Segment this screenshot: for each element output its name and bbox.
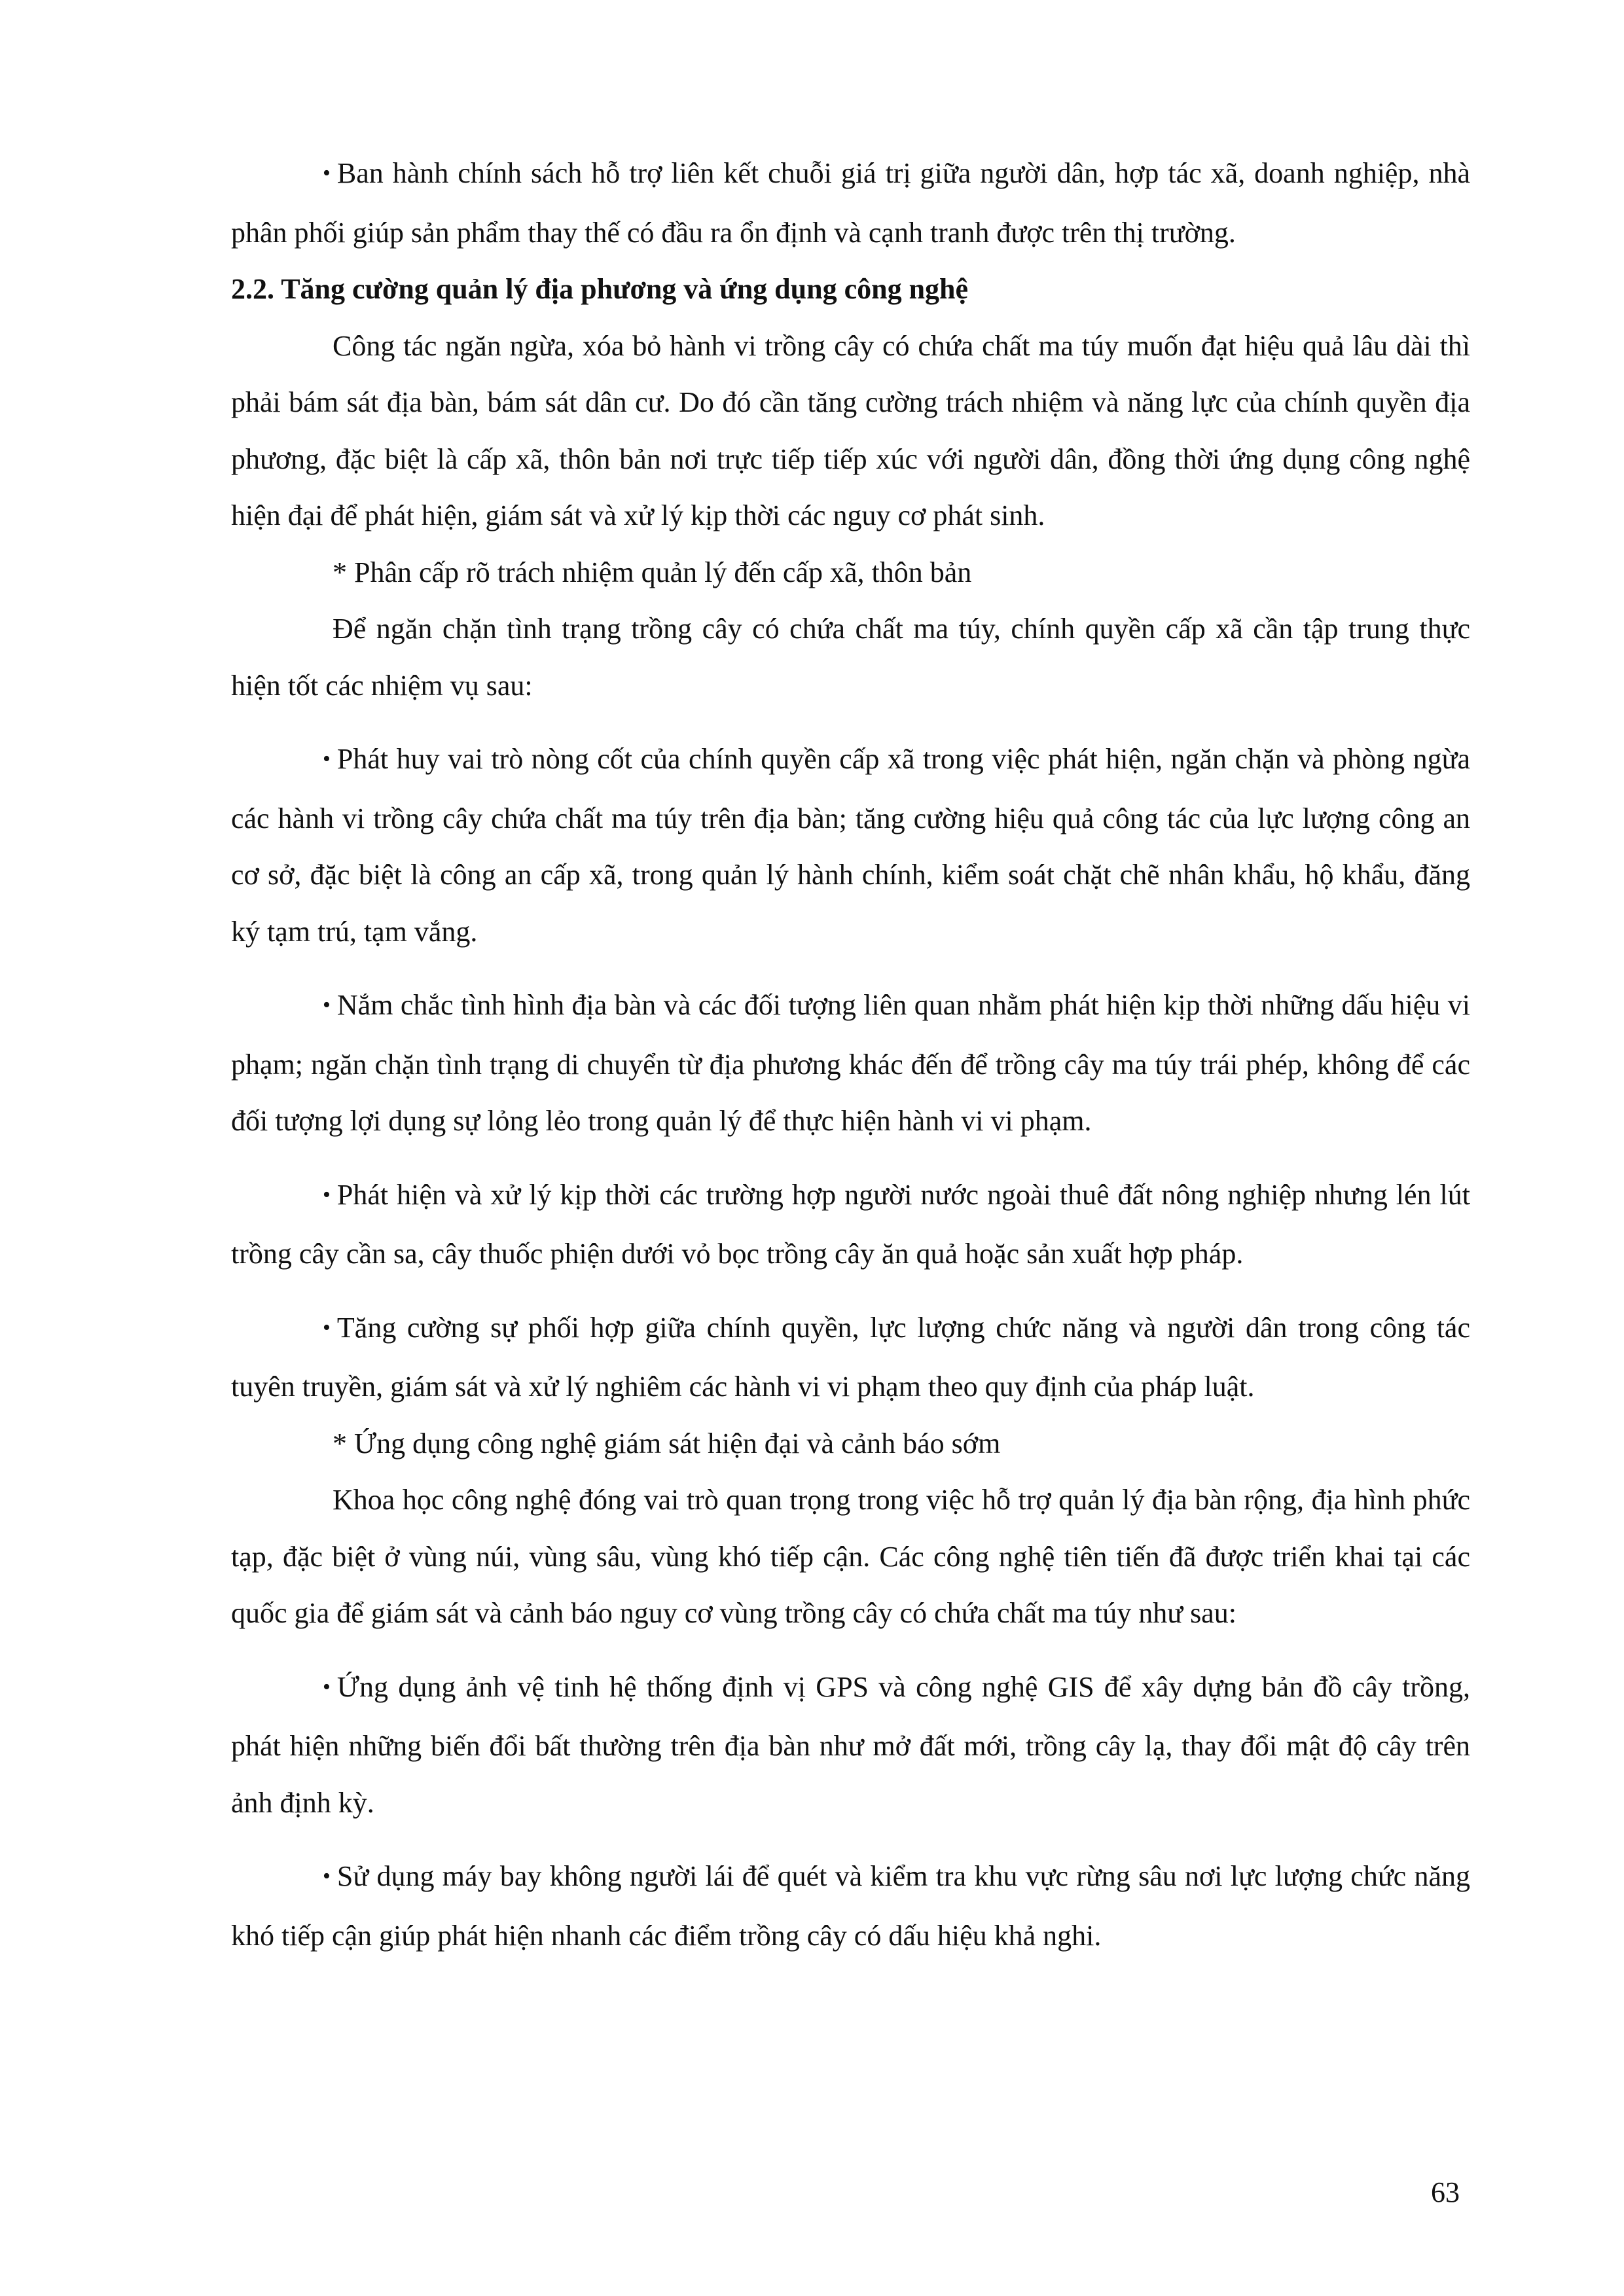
bullet-icon: • <box>323 747 331 771</box>
bullet-paragraph-local-situation <box>231 977 1470 1150</box>
bullet-paragraph-satellite-gis <box>231 1659 1470 1832</box>
subheading-technology: * Ứng dụng công nghệ giám sát hiện đại và cảnh báo sớm <box>333 1427 1001 1460</box>
body-paragraph-technology: Khoa học công nghệ đóng vai trò quan trọng trong việc hỗ trợ quản lý địa bàn rộng, địa hình phức tạp, đặc biệt ở vùng núi, vùng sâu, vùng khó tiếp cận. Các công nghệ tiên tiến đã được triển khai tại các quốc gia để giám sát và cảnh báo nguy cơ vùng trồng cây có chứa chất ma túy như sau: <box>231 1484 1470 1629</box>
body-paragraph-commune-tasks: Để ngăn chặn tình trạng trồng cây có chứa chất ma túy, chính quyền cấp xã cần tập trung thực hiện tốt các nhiệm vụ sau: <box>231 613 1470 702</box>
bullet-icon: • <box>323 1182 331 1207</box>
bullet-text: Sử dụng máy bay không người lái để quét và kiểm tra khu vực rừng sâu nơi lực lượng chức năng khó tiếp cận giúp phát hiện nhanh các điểm trồng cây có dấu hiệu khả nghi. <box>231 1860 1470 1952</box>
bullet-paragraph-commune-role <box>231 731 1470 960</box>
bullet-text: Tăng cường sự phối hợp giữa chính quyền, lực lượng chức năng và người dân trong công tác tuyên truyền, giám sát và xử lý nghiêm các hành vi vi phạm theo quy định của pháp luật. <box>231 1311 1470 1403</box>
section-heading: 2.2. Tăng cường quản lý địa phương và ứng dụng công nghệ <box>231 273 969 305</box>
bullet-icon: • <box>323 161 331 185</box>
bullet-icon: • <box>323 1674 331 1699</box>
body-paragraph-intro: Công tác ngăn ngừa, xóa bỏ hành vi trồng cây có chứa chất ma túy muốn đạt hiệu quả lâu dài thì phải bám sát địa bàn, bám sát dân cư. Do đó cần tăng cường trách nhiệm và năng lực của chính quyền địa phương, đặc biệt là cấp xã, thôn bản nơi trực tiếp tiếp xúc với người dân, đồng thời ứng dụng công nghệ hiện đại để phát hiện, giám sát và xử lý kịp thời các nguy cơ phát sinh. <box>231 329 1470 531</box>
bullet-text: Phát hiện và xử lý kịp thời các trường hợp người nước ngoài thuê đất nông nghiệp nhưng lén lút trồng cây cần sa, cây thuốc phiện dưới vỏ bọc trồng cây ăn quả hoặc sản xuất hợp pháp. <box>231 1178 1470 1270</box>
bullet-icon: • <box>323 993 331 1017</box>
bullet-text: Ứng dụng ảnh vệ tinh hệ thống định vị GPS và công nghệ GIS để xây dựng bản đồ cây trồng, phát hiện những biến đổi bất thường trên địa bàn như mở đất mới, trồng cây lạ, thay đổi mật độ cây trên ảnh định kỳ. <box>231 1670 1470 1819</box>
page-number: 63 <box>1431 2176 1460 2208</box>
bullet-paragraph-coordination <box>231 1300 1470 1416</box>
bullet-text: Nắm chắc tình hình địa bàn và các đối tượng liên quan nhằm phát hiện kịp thời những dấu hiệu vi phạm; ngăn chặn tình trạng di chuyển từ địa phương khác đến để trồng cây ma túy trái phép, không để các đối tượng lợi dụng sự lỏng lẻo trong quản lý để thực hiện hành vi vi phạm. <box>231 989 1470 1137</box>
bullet-paragraph-foreign-land <box>231 1167 1470 1283</box>
bullet-icon: • <box>323 1315 331 1340</box>
bullet-paragraph-value-chain <box>231 145 1470 261</box>
bullet-text: Ban hành chính sách hỗ trợ liên kết chuỗi giá trị giữa người dân, hợp tác xã, doanh nghiệp, nhà phân phối giúp sản phẩm thay thế có đầu ra ổn định và cạnh tranh được trên thị trường. <box>231 157 1470 249</box>
subheading-decentralization: * Phân cấp rõ trách nhiệm quản lý đến cấp xã, thôn bản <box>333 556 972 588</box>
bullet-icon: • <box>323 1864 331 1888</box>
bullet-paragraph-drones <box>231 1848 1470 1964</box>
bullet-text: Phát huy vai trò nòng cốt của chính quyền cấp xã trong việc phát hiện, ngăn chặn và phòng ngừa các hành vi trồng cây chứa chất ma túy trên địa bàn; tăng cường hiệu quả công tác của lực lượng công an cơ sở, đặc biệt là công an cấp xã, trong quản lý hành chính, kiểm soát chặt chẽ nhân khẩu, hộ khẩu, đăng ký tạm trú, tạm vắng. <box>231 743 1470 948</box>
document-page <box>231 145 1470 1964</box>
